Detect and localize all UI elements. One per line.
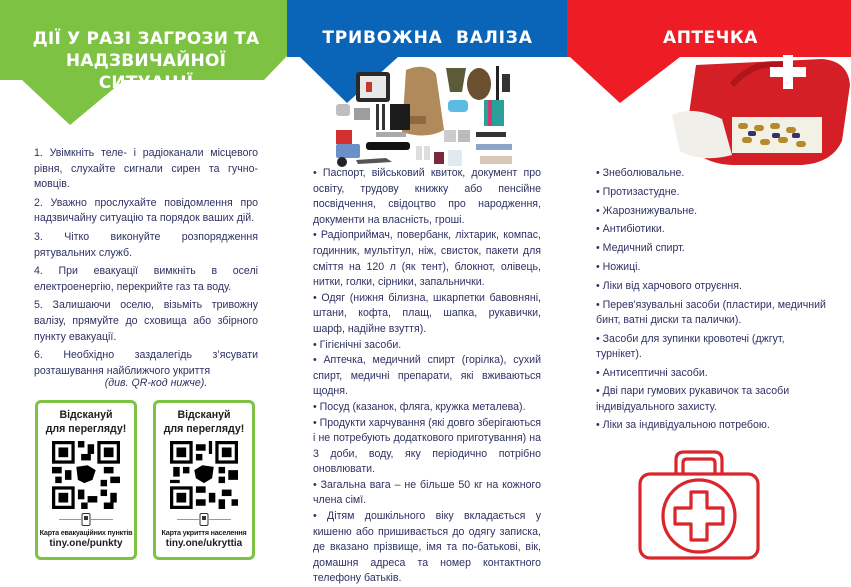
qr-heading-line-1: Відскануй — [59, 409, 113, 421]
qr-heading-line-2: для перегляду! — [163, 423, 245, 435]
qr-card-evacuation-points[interactable] — [35, 400, 137, 560]
qr-separator — [38, 512, 134, 526]
qr-code[interactable] — [52, 441, 120, 509]
bag-item: • Одяг (нижня білизна, шкарпетки бавовняні, штани, кофта, плащ, шапка, рукавички, шарф, надійне взуття). — [313, 291, 541, 335]
qr-caption: Карта евакуаційних пунктів — [39, 528, 133, 537]
firstaid-item: • Медичний спирт. — [596, 242, 685, 255]
action-item: 3. Чітко виконуйте розпорядження рятувальних служб. — [34, 230, 258, 259]
firstaid-item: • Жарознижувальне. — [596, 204, 698, 217]
qr-separator — [156, 512, 252, 526]
action-item: 4. При евакуації вимкніть в оселі електроенергію, перекрийте газ та воду. — [34, 265, 258, 293]
actions-list — [34, 146, 258, 395]
section-title-actions — [18, 28, 274, 94]
qr-heading-line-2: для перегляду! — [45, 423, 127, 435]
qr-note: (див. QR-код нижче). — [104, 377, 208, 390]
qr-url-link[interactable]: tiny.one/punkty — [49, 538, 123, 549]
bag-item: • Паспорт, військовий квиток, документ про освіту, трудову книжку або пенсійне посвідчення, свідоцтво про народження, документи на власність, гроші. — [313, 167, 541, 226]
section-title-firstaid: АПТЕЧКА — [663, 28, 758, 48]
action-item: 6. Необхідно заздалегідь з’ясувати розташування найближчого укриття — [34, 349, 258, 377]
firstaid-item: • Засоби для зупинки кровотечі (джгут, турнікет). — [596, 332, 785, 360]
title-line-1: ДІЇ У РАЗІ ЗАГРОЗИ ТА — [32, 29, 260, 49]
first-aid-kit-photo — [672, 55, 851, 165]
bag-item: • Продукти харчування (які довго зберігаються і не потребують додаткового приготування) на 3 доби, воду, яку періодично потрібно оновлювати. — [313, 416, 541, 476]
firstaid-item: • Ліки за індивідуальною потребою. — [596, 419, 770, 432]
firstaid-item: • Антисептичні засоби. — [596, 366, 708, 379]
bag-item: • Посуд (казанок, фляга, кружка металева). — [313, 400, 526, 413]
qr-url-link[interactable]: tiny.one/ukryttia — [165, 538, 243, 549]
bag-item: • Загальна вага – не більше 50 кг на кожного члена сімї. — [313, 478, 541, 507]
firstaid-item: • Знеболювальне. — [596, 167, 685, 179]
qr-heading — [38, 408, 134, 436]
action-item: 2. Уважно прослухайте повідомлення про надзвичайну ситуацію та порядок ваших дій. — [34, 196, 258, 225]
firstaid-item: • Протизастудне. — [596, 185, 680, 198]
qr-heading — [156, 408, 252, 436]
phone-scan-icon — [81, 513, 91, 526]
bag-item: • Радіоприймач, повербанк, ліхтарик, компас, годинник, мультітул, ніж, свисток, пакети для сміття на 120 л (як тент), блокнот, олівець, нитки, голки, сірники, запальнички. — [313, 229, 541, 289]
bag-item: • Дітям дошкільного віку вкладається у кишеню або пришивається до одягу записка, де вказано прізвище, імя та по-батькові, вік, домашня адреса та номер контактного телефону батьків. — [313, 510, 541, 585]
phone-scan-icon — [199, 513, 209, 526]
action-item: 1. Увімкніть теле- і радіоканали місцевого рівня, слухайте сигнали сирен та гучно-мовців. — [34, 147, 258, 191]
section-title-bag: ТРИВОЖНА ВАЛІЗА — [322, 28, 533, 48]
bag-list — [313, 166, 541, 587]
emergency-kit-photo — [336, 60, 518, 168]
firstaid-item: • Антибіотики. — [596, 223, 665, 236]
first-aid-kit-icon — [634, 440, 764, 566]
qr-card-shelters[interactable] — [153, 400, 255, 560]
qr-heading-line-1: Відскануй — [177, 409, 231, 421]
title-line-2: НАДЗВИЧАЙНОЇ СИТУАЦІЇ — [65, 51, 227, 93]
firstaid-item: • Перев'язувальні засоби (пластири, медичний бинт, ватні диски та палички). — [596, 298, 826, 326]
firstaid-item: • Дві пари гумових рукавичок та засоби індивідуального захисту. — [596, 385, 790, 413]
firstaid-item: • Ліки від харчового отруєння. — [596, 279, 742, 292]
firstaid-item: • Ножиці. — [596, 260, 641, 273]
bag-item: • Гігієнічні засоби. — [313, 338, 402, 351]
action-item: 5. Залишаючи оселю, візьміть тривожну валізу, прямуйте до сховища або збірного пункту евакуації. — [34, 299, 258, 343]
qr-caption: Карта укриття населення — [161, 528, 247, 537]
bag-item: • Аптечка, медичний спирт (горілка), сухий спирт, медичні препарати, які вживаються щодня. — [313, 354, 541, 398]
qr-code[interactable] — [170, 441, 238, 509]
firstaid-list — [596, 166, 828, 437]
